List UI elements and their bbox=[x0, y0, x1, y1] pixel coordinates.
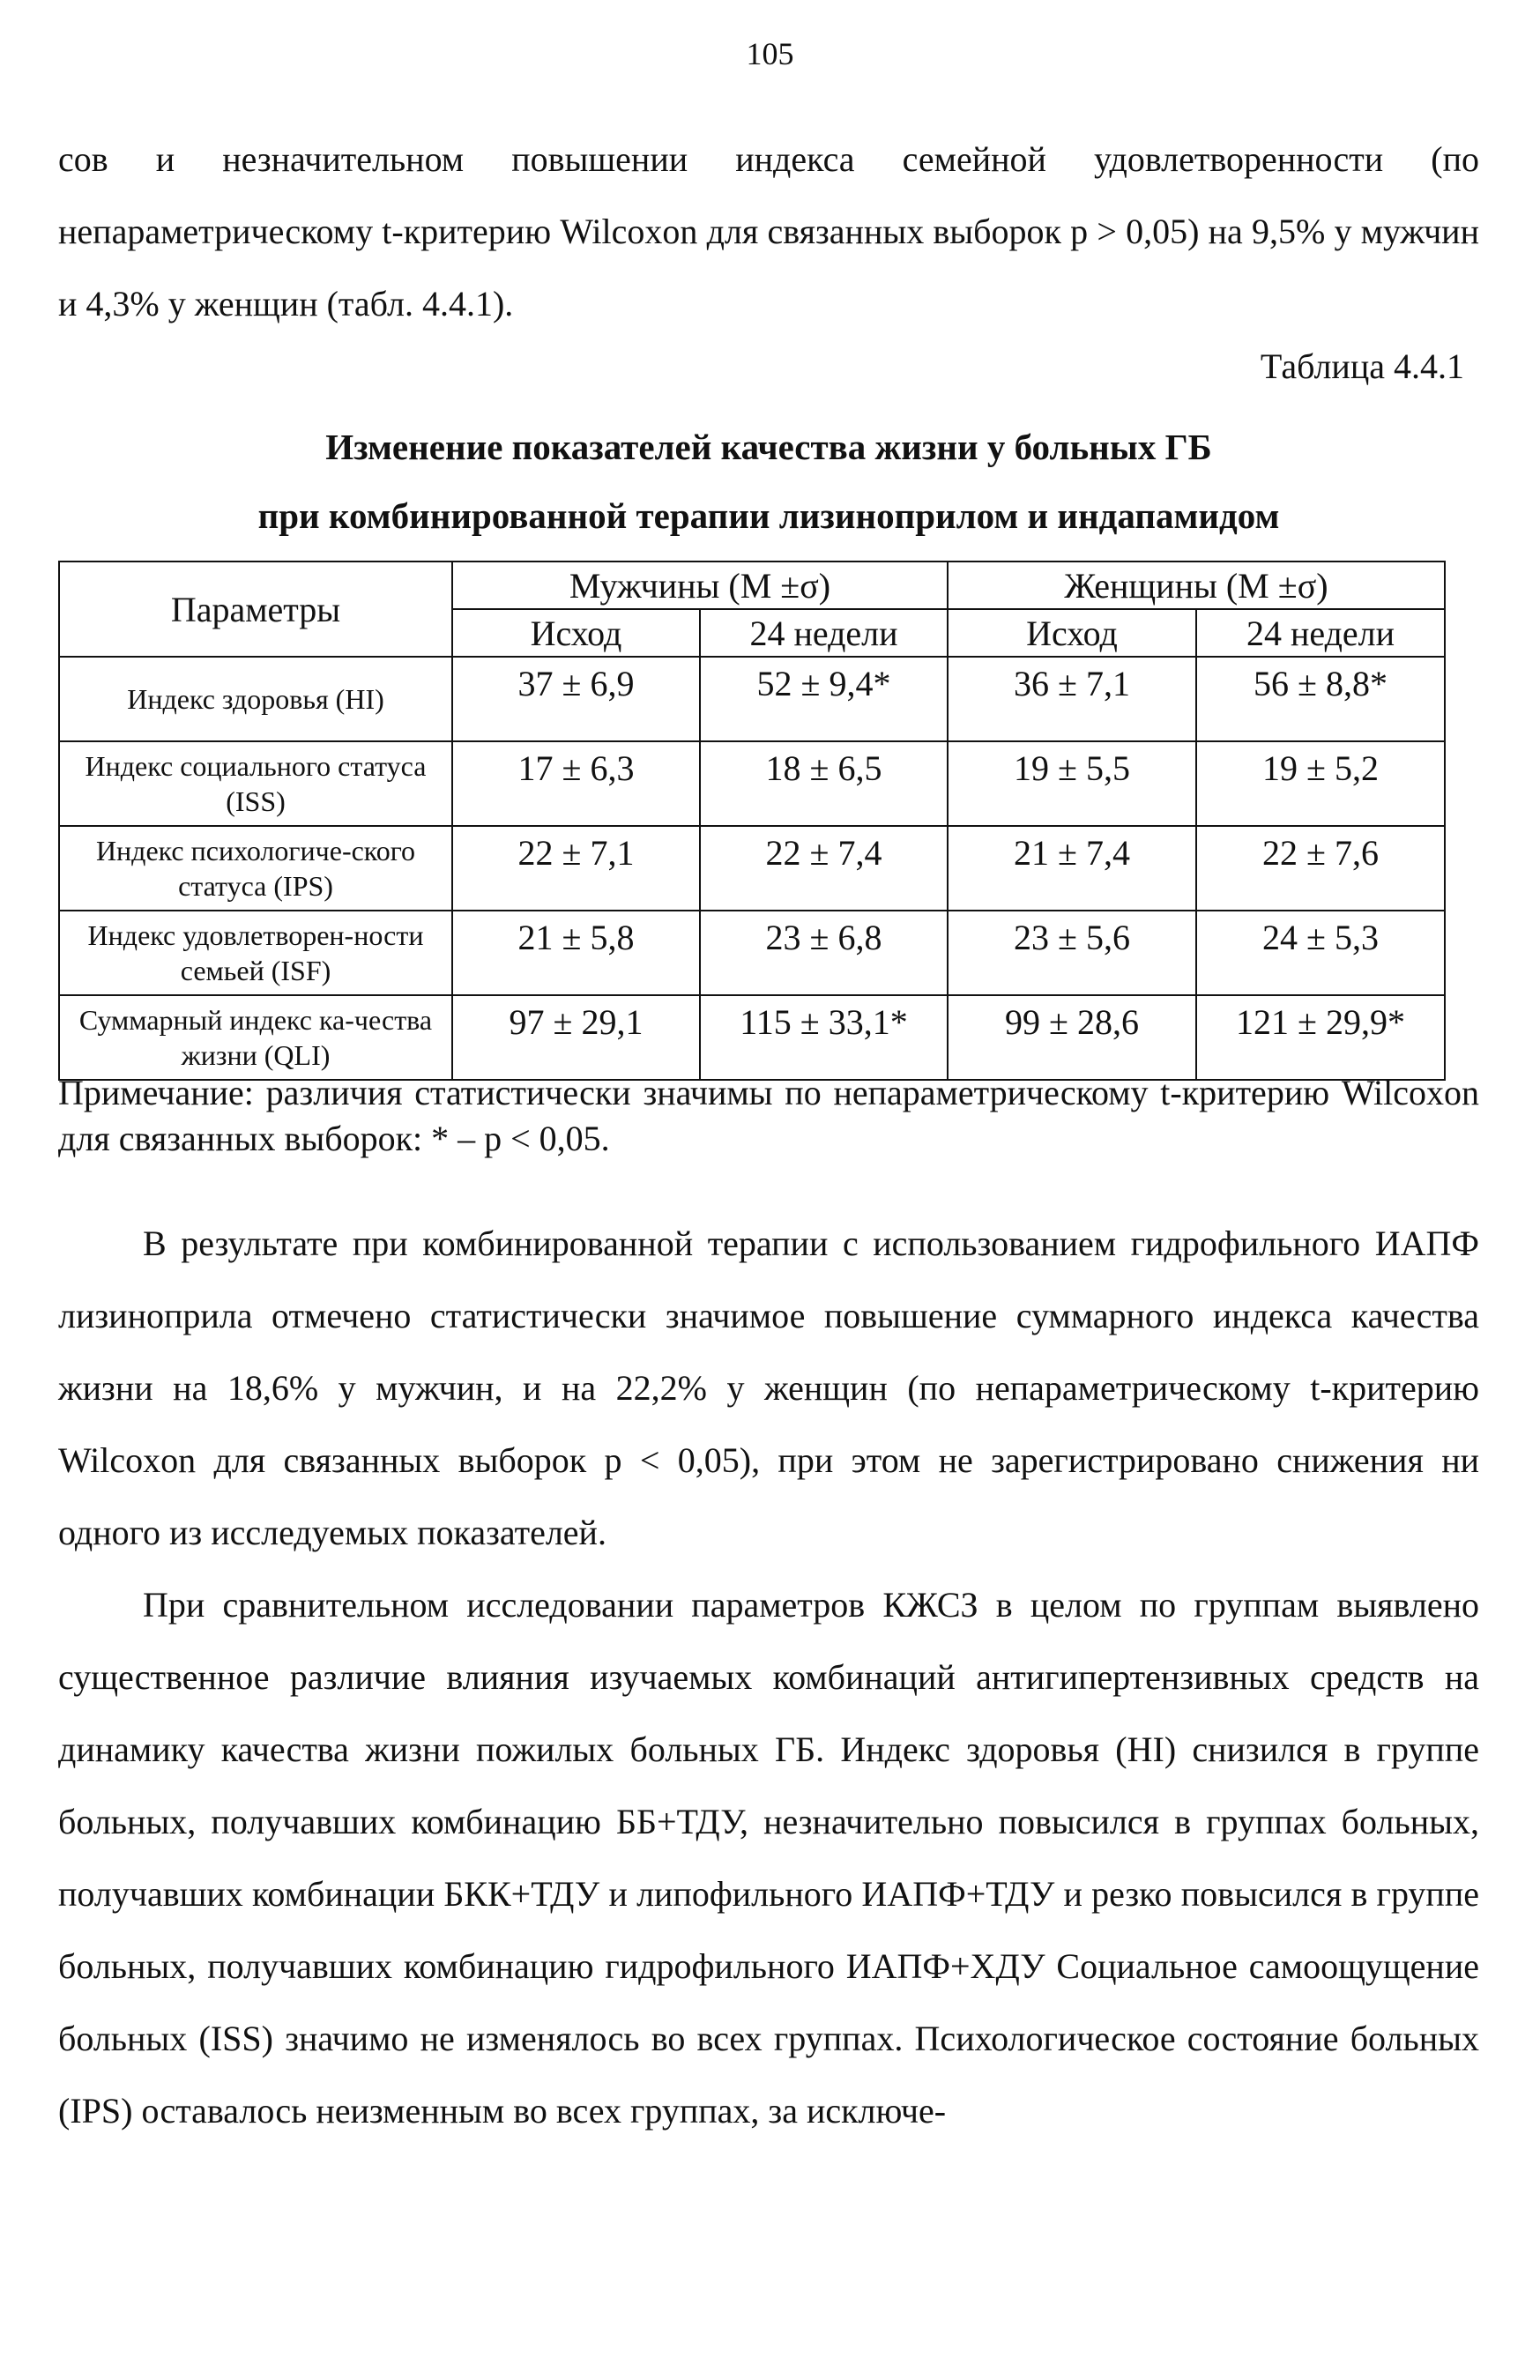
table-cell: 18 ± 6,5 bbox=[700, 741, 948, 826]
table-row bbox=[59, 657, 1445, 741]
table-cell: 24 ± 5,3 bbox=[1196, 911, 1445, 995]
table-row bbox=[59, 741, 1445, 826]
table-cell: 23 ± 5,6 bbox=[948, 911, 1196, 995]
param-column-header: Параметры bbox=[59, 562, 452, 657]
row-param-label: Суммарный индекс ка-чества жизни (QLI) bbox=[59, 995, 452, 1080]
table-header-row bbox=[59, 562, 1445, 609]
table-cell: 22 ± 7,4 bbox=[700, 826, 948, 911]
row-param-label: Индекс психологиче-ского статуса (IPS) bbox=[59, 826, 452, 911]
row-param-label: Индекс здоровья (HI) bbox=[59, 657, 452, 741]
table-note: Примечание: различия статистически значимы по непараметрическому t-критерию Wilcoxon для связанных выборок: * – p < 0,05. bbox=[58, 1073, 1479, 1158]
table-cell: 19 ± 5,2 bbox=[1196, 741, 1445, 826]
table-cell: 56 ± 8,8* bbox=[1196, 657, 1445, 741]
paragraph-comparison: При сравнительном исследовании параметров КЖСЗ в целом по группам выявлено существенное различие влияния изучаемых комбинаций антигипертензивных средств на динамику качества жизни пожилых больных ГБ. Индекс здоровья (HI) снизился в группе больных, получавших комбинацию ББ+ТДУ, незначительно повысился в группах больных, получавших комбинации БКК+ТДУ и липофильного ИАПФ+ТДУ и резко повысился в группе больных, получавших комбинацию гидрофильного ИАПФ+ХДУ Социальное самоощущение больных (ISS) значимо не изменялось во всех группах. Психологическое состояние больных (IPS) оставалось неизменным во всех группах, за исключе- bbox=[58, 1585, 1479, 2131]
table-title-line-2: при комбинированной терапии лизиноприлом и индапамидом bbox=[257, 495, 1280, 536]
quality-of-life-table bbox=[58, 561, 1446, 1081]
table-cell: 23 ± 6,8 bbox=[700, 911, 948, 995]
women-group-header: Женщины (М ±σ) bbox=[948, 562, 1445, 609]
page-number: 105 bbox=[746, 36, 794, 71]
table-row bbox=[59, 911, 1445, 995]
table-cell: 19 ± 5,5 bbox=[948, 741, 1196, 826]
table-cell: 121 ± 29,9* bbox=[1196, 995, 1445, 1080]
table-cell: 22 ± 7,1 bbox=[452, 826, 700, 911]
table-row bbox=[59, 826, 1445, 911]
subheader-women-baseline: Исход bbox=[948, 609, 1196, 657]
men-group-header: Мужчины (М ±σ) bbox=[452, 562, 948, 609]
paragraph-results: В результате при комбинированной терапии с использованием гидрофильного ИАПФ лизиноприла отмечено статистически значимое повышение суммарного индекса качества жизни на 18,6% у мужчин, и на 22,2% у женщин (по непараметрическому t-критерию Wilcoxon для связанных выборок p < 0,05), при этом не зарегистрировано снижения ни одного из исследуемых показателей. bbox=[58, 1223, 1479, 1552]
table-cell: 21 ± 7,4 bbox=[948, 826, 1196, 911]
table-caption: Таблица 4.4.1 bbox=[1260, 346, 1464, 386]
row-param-label: Индекс удовлетворен-ности семьей (ISF) bbox=[59, 911, 452, 995]
table-cell: 115 ± 33,1* bbox=[700, 995, 948, 1080]
subheader-men-24-weeks: 24 недели bbox=[700, 609, 948, 657]
table-row bbox=[59, 995, 1445, 1080]
table-cell: 17 ± 6,3 bbox=[452, 741, 700, 826]
table-cell: 97 ± 29,1 bbox=[452, 995, 700, 1080]
table-cell: 36 ± 7,1 bbox=[948, 657, 1196, 741]
table-cell: 22 ± 7,6 bbox=[1196, 826, 1445, 911]
table-title-line-1: Изменение показателей качества жизни у больных ГБ bbox=[325, 427, 1212, 467]
table-cell: 37 ± 6,9 bbox=[452, 657, 700, 741]
paragraph-intro: сов и незначительном повышении индекса семейной удовлетворенности (по непараметрическому t-критерию Wilcoxon для связанных выборок p > 0,05) на 9,5% у мужчин и 4,3% у женщин (табл. 4.4.1). bbox=[58, 139, 1479, 324]
row-param-label: Индекс социального статуса (ISS) bbox=[59, 741, 452, 826]
table-cell: 52 ± 9,4* bbox=[700, 657, 948, 741]
table-cell: 21 ± 5,8 bbox=[452, 911, 700, 995]
table-cell: 99 ± 28,6 bbox=[948, 995, 1196, 1080]
subheader-women-24-weeks: 24 недели bbox=[1196, 609, 1445, 657]
subheader-men-baseline: Исход bbox=[452, 609, 700, 657]
